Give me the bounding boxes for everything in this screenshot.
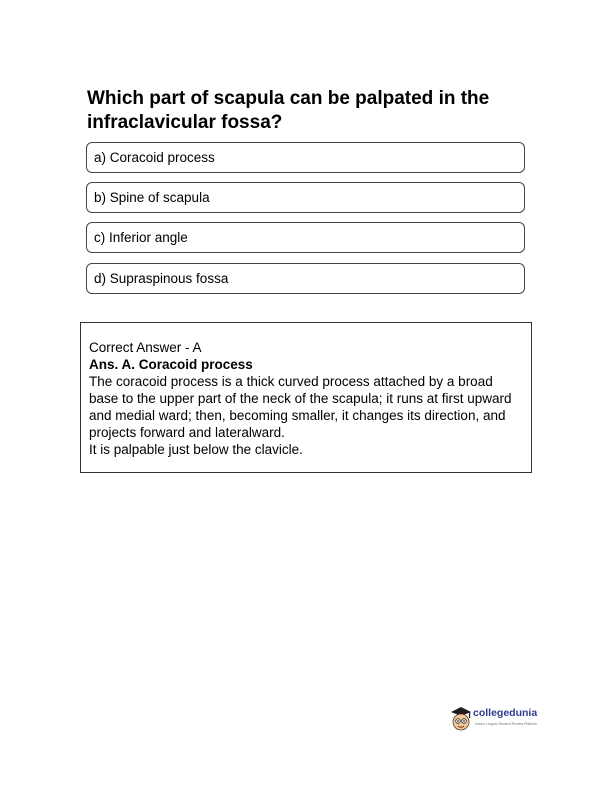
option-c[interactable]: c) Inferior angle: [86, 222, 525, 253]
option-d[interactable]: d) Supraspinous fossa: [86, 263, 525, 294]
answer-box: [80, 322, 532, 473]
logo-name: collegedunia: [473, 707, 538, 719]
answer-explanation: The coracoid process is a thick curved process attached by a broad base to the upper part of the neck of the scapula; it runs at first upward and medial ward; then, becoming smaller, it changes its direction, and projects forward and lateralward.: [89, 374, 512, 440]
option-b[interactable]: b) Spine of scapula: [86, 182, 525, 213]
correct-answer: Correct Answer - A: [89, 340, 202, 355]
collegedunia-logo[interactable]: [449, 703, 549, 739]
answer-note: It is palpable just below the clavicle.: [89, 442, 303, 457]
question-title: Which part of scapula can be palpated in the infraclavicular fossa?: [87, 88, 490, 133]
option-a[interactable]: a) Coracoid process: [86, 142, 525, 173]
logo-tagline: India's Largest Student Review Platform: [475, 722, 538, 726]
answer-heading: Ans. A. Coracoid process: [89, 357, 253, 372]
graduate-mascot-icon: [449, 704, 473, 734]
